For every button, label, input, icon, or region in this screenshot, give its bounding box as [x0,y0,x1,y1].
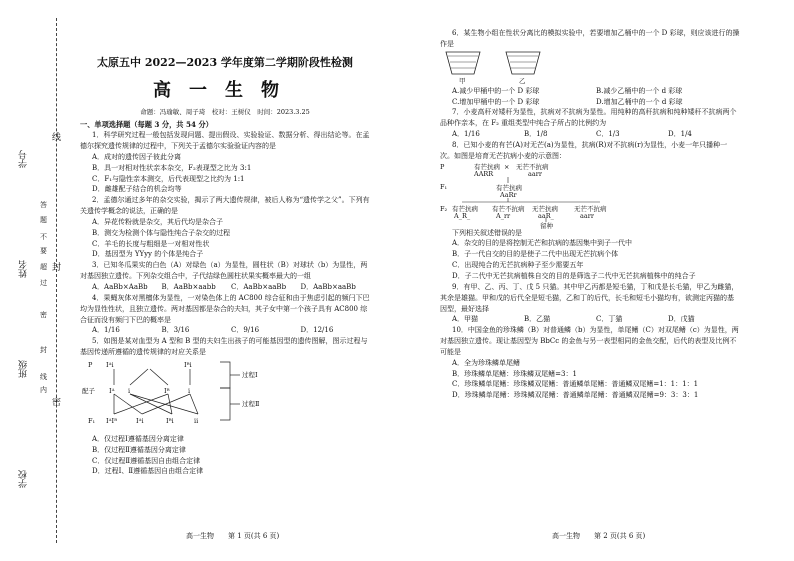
q8-f1-pheno: 有芒抗病 [496,183,522,192]
seal-mark-line: 线 [52,133,62,143]
diagram-q5 [80,358,370,434]
q5-parent-a: Iᴬi [106,360,114,369]
right2-q1-option: B．乙猫 [524,315,551,324]
right2-q0-option: B．子一代自交的目的是使子二代中出现无芒抗病个体 [452,250,619,259]
right-q1-option: B．1/8 [524,130,548,139]
left-q4-option: B．仅过程Ⅱ遵循基因分离定律 [92,445,186,454]
right2-q1-option: D．戊猫 [668,315,695,324]
q5-process-1: 过程Ⅰ [242,370,258,379]
right2-q2-text: 10．中国金鱼的珍珠鳞（B）对普通鳞（b）为显性，单尾鳍（C）对双尾鳍（c）为显性，两对基因独立遗传。现让基因型为 BbCc 的金鱼与另一表型相同的金鱼交配，后代的表型及比例不可能是 [440,326,739,356]
right-q0-options-row [440,86,740,97]
q5-gamete-4: i [188,386,191,395]
left-q4-option: D．过程Ⅰ、Ⅱ遵循基因自由组合定律 [92,467,204,476]
left-q1-option: A．异花传粉就是杂交，其后代均是杂合子 [92,217,224,226]
footer-page-2: 高一生物 第 2 页(共 6 页) [552,532,646,540]
diagram-q8 [440,162,740,228]
right-q1-text: 7．小麦高秆对矮秆为显性，抗病对不抗病为显性。用纯种的高秆抗病和纯种矮秆不抗病两个品种作亲本，在 F₂ 重组类型中纯合子所占的比例约为 [440,108,737,128]
exam-title: 太原五中 2022—2023 学年度第二学期阶段性检测 [97,56,353,69]
left-q2-option: A．AaBb×AaBb [92,282,148,291]
left-q1-option: C．羊毛的长度与粗细是一对相对性状 [92,239,210,248]
left-q3-option: B．3/16 [161,326,190,335]
q8-f2-geno-4: aarr [580,211,594,220]
seal-warning-char: 不 [40,233,47,241]
right2-q0-text: 下列相关叙述错误的是 [452,228,522,237]
q5-options [80,434,370,477]
seal-warning-char: 线 [40,373,47,381]
q8-p-label: P [440,162,445,171]
right-q0-option: A.减少甲桶中的一个 D 彩球 [452,86,540,95]
right2-q2-option: A．全为珍珠鳞单尾鳍 [452,358,521,367]
left-q4-text: 5．如图是某对血型为 A 型和 B 型的夫妇生出孩子的可能基因型的遗传图解，图示过程与基因传递所遵循的遗传规律的对应关系是 [80,337,368,357]
questions-right [440,107,740,161]
left-q2-option: B．AaBb×aabb [161,282,216,291]
class-label: 班级 [19,360,29,378]
q5-process-2: 过程Ⅱ [242,399,260,408]
right-q0-options-row [440,97,740,108]
left-q0-option: C．F₁与隐性亲本测交，后代表现型之比约为 1:1 [92,174,245,183]
left-q0-text: 1．科学研究过程一般包括发现问题、提出假设、实验验证、数据分析、得出结论等。在孟德尔探究遗传规律的过程中，下列关于孟德尔实验验证内容的是 [80,131,370,150]
q6-options [440,86,740,108]
q8-f2-pheno-1: 有芒抗病 [452,204,478,213]
right2-q1-option: A．甲猫 [452,315,479,324]
right-q2-text: 8．已知小麦的有芒(A)对无芒(a)为显性，抗病(R)对不抗病(r)为显性，小麦一年只播种一次。如图是培育无芒抗病小麦的示意图： [440,140,728,160]
q5-f1-3: Iᴮi [166,416,174,425]
footer-page-1: 高一生物 第 1 页(共 6 页) [186,532,280,540]
right-q0-option: B.减少乙桶中的一个 d 彩球 [596,86,683,95]
right2-q1-option: C．丁猫 [596,315,623,324]
q8-f2-geno-1: A_R_ [454,211,471,220]
left-q3-option: D．12/16 [300,326,334,335]
left-column [80,0,370,477]
left-q3-text: 4．果蝇灰体对黑檀体为显性，一对染色体上的 AC800 综合征和由于焦虑引起的频闩下巴均为显性性状，且独立遗传。两对基因都是杂合的夫妇，其子女中第一个孩子具有 AC800 综合征而没有频闩下巴的概率是 [80,293,370,324]
q8-f2-label: F₂ [440,204,448,213]
left-q1-text: 2．孟德尔通过多年的杂交实验，揭示了两大遗传规律，被后人称为“遗传学之父”。下列有关遗传学概念的说法，正确的是 [80,196,370,216]
student-id-label: 学号 [19,150,29,168]
right2-q1-text: 9．有甲、乙、丙、丁、戊 5 只猫。其中甲乙丙都是短毛猫，丁和戊是长毛猫，甲乙为雌猫，其余是雄猫。甲和戊的后代全是短毛猫，乙和丁的后代，长毛和短毛小猫均有，欲测定丙猫的基因型，最好选择 [440,282,739,313]
q6-bucket-a-label: 甲 [459,76,466,85]
q8-f1-geno: AaRr [500,190,517,199]
seal-line [56,18,57,543]
seal-warning-char: 超 [40,263,47,271]
seal-warning-char: 题 [40,216,47,224]
exam-subject: 高一生物 [153,80,297,102]
right-q0-option: D.增加乙桶中的一个 d 彩球 [596,97,683,106]
left-q0-option: A．成对的遗传因子彼此分离 [92,152,182,161]
seal-warning-char: 内 [40,386,47,394]
q8-f2-pheno-3: 无芒抗病 [532,204,558,213]
left-q2-text: 3．已知冬瓜果实的白色（A）对绿色（a）为显性，圆柱状（B）对球状（b）为显性，两对基因独立遗传。下列杂交组合中，子代结绿色圆柱状果实概率最大的一组 [80,261,368,281]
left-q4-option: A．仅过程Ⅰ遵循基因分离定律 [92,434,184,443]
left-q4-option: C．仅过程Ⅱ遵循基因自由组合定律 [92,456,201,465]
q5-p-label: P [88,360,93,369]
q8-f2-pheno-4: 无芒不抗病 [574,204,607,213]
right-q1-option: D．1/4 [668,130,692,139]
q5-gamete-3: Iᴮ [164,386,170,395]
left-q1-option: D．基因型为 YYyy 的个体是纯合子 [92,250,204,259]
left-q1-option: B．测交为检测个体与隐性纯合子杂交的过程 [92,228,231,237]
section-title: 一、单项选择题（每题 3 分，共 54 分） [80,120,213,129]
q5-f1-4: ii [194,416,199,425]
school-label: 学校 [19,470,29,488]
left-q2-option: D．AaBb×aaBb [300,282,356,291]
right-column [440,0,740,401]
seal-warning-char: 过 [40,279,47,287]
q5-gamete-1: Iᴬ [109,386,115,395]
right-q1-options-row [440,129,740,140]
right2-q2-option: B．珍珠鳞单尾鳍：珍珠鳞双尾鳍=3：1 [452,369,577,378]
q5-gamete-2: i [128,386,131,395]
q8-p-left-geno: AARR [474,169,494,178]
q6-text: 6．某生物小组在性状分离比的模拟实验中，若要增加乙桶中的一个 D 彩球，则应该进行的操作是 [440,29,740,48]
left-q0-option: D．雌雄配子结合的机会均等 [92,185,182,194]
q6-bucket-b-label: 乙 [519,76,526,85]
q8-p-left-label: 有芒抗病 [474,162,500,171]
q5-parent-b: Iᴮi [184,360,192,369]
right2-q1-options-row [440,314,740,325]
q8-p-right-label: 无芒不抗病 [516,162,549,171]
left-q3-option: C．9/16 [231,326,260,335]
seal-warning-char: 要 [40,247,47,255]
q6-buckets [440,50,740,86]
right-q1-option: C．1/3 [596,130,620,139]
right2-q0-option: C．出现纯合的无芒抗病种子至少需要五年 [452,261,584,270]
right-q0-option: C.增加甲桶中的一个 D 彩球 [452,97,540,106]
q6-bucket-drawings [440,50,560,86]
left-q2-option: C．AaBb×aaBb [231,282,287,291]
right2-q2-option: D．珍珠鳞单尾鳍：珍珠鳞双尾鳍：普通鳞单尾鳍：普通鳞双尾鳍=9：3：3：1 [452,391,699,400]
left-q0-option: B．具一对相对性状亲本杂交，F₂表现型之比为 3:1 [92,163,252,172]
right2-q0-option: D．子二代中无芒抗病植株自交的目的是筛选子二代中无芒抗病植株中的纯合子 [452,271,696,280]
questions-right-2 [440,228,740,402]
seal-warning-char: 答 [40,201,47,209]
q8-p-right-geno: aarr [528,169,542,178]
seal-mark-seal: 封 [52,263,62,273]
seal-warning-char: 封 [40,346,47,354]
q8-f2-geno-2: A_rr [496,211,511,220]
exam-meta: 命题：冯瑜敏、周子琦 校对：王树仪 时间：2023.3.25 [140,107,310,116]
right-q1-option: A．1/16 [452,130,480,139]
q8-breed-label: 留种 [540,221,553,230]
q8-cross: × [504,162,510,171]
q5-f1-1: IᴬIᴮ [106,416,118,425]
right2-q0-option: A．杂交的目的是将控制无芒和抗病的基因集中到子一代中 [452,239,633,248]
q8-f2-geno-3: aaR_ [538,211,554,220]
q8-f2-pheno-2: 有芒不抗病 [492,204,525,213]
left-q2-options-row [80,282,370,293]
name-label: 姓名 [19,260,29,278]
left-q3-options-row [80,325,370,336]
binding-strip [0,0,62,561]
q5-f1-label: F₁ [88,416,96,425]
questions-left [80,130,370,358]
q5-f1-2: Iᴬi [136,416,144,425]
q8-f1-label: F₁ [440,182,448,191]
seal-warning-char: 密 [40,311,47,319]
seal-mark-secret: 密 [52,398,62,408]
left-q3-option: A．1/16 [92,326,120,335]
right2-q2-option: C．珍珠鳞单尾鳍：珍珠鳞双尾鳍：普通鳞单尾鳍：普通鳞双尾鳍=1：1：1：1 [452,380,699,389]
q5-gamete-label: 配子 [82,386,95,395]
